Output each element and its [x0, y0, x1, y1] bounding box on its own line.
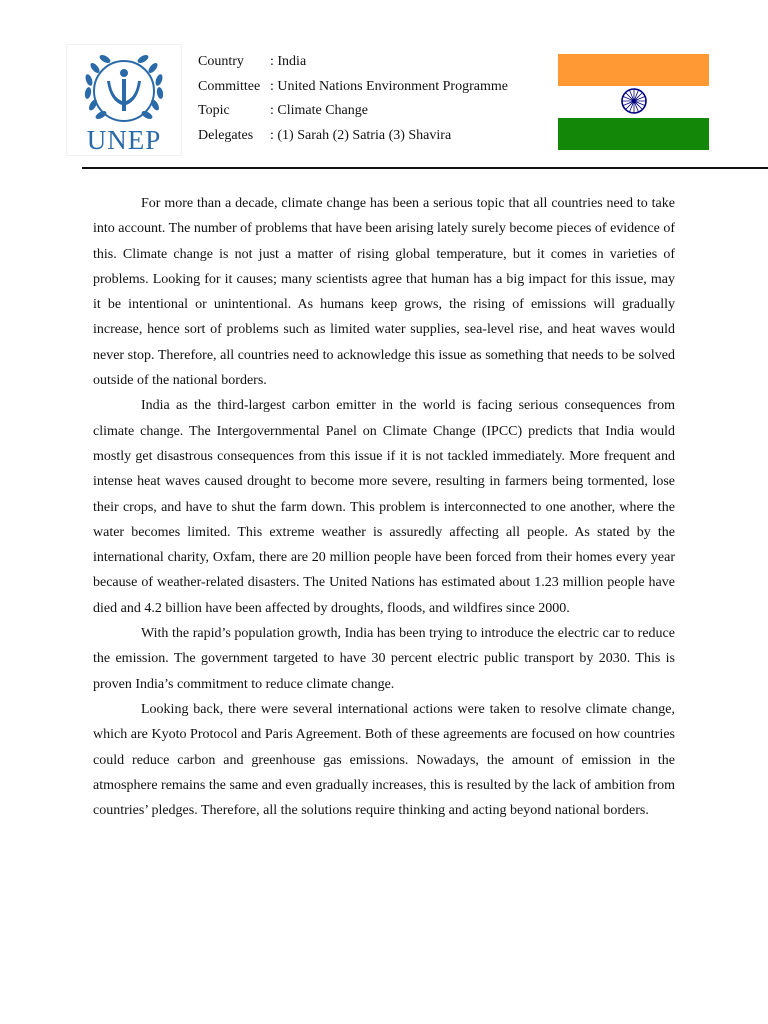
unep-logo-text: UNEP [86, 125, 162, 155]
header-row-delegates [198, 124, 508, 149]
paragraph: With the rapid’s population growth, India has been trying to introduce the electric car to reduce the emission. The government targeted to have 30 percent electric public transport by 2030. This is proven India’s commitment to reduce climate change. [93, 626, 675, 692]
delegation-header [198, 50, 508, 148]
header-label: Committee [198, 78, 261, 94]
header-label: Delegates [198, 127, 254, 143]
header-row-committee [198, 75, 508, 100]
ashoka-chakra-icon [620, 87, 648, 115]
header-row-country [198, 50, 508, 75]
paragraph: For more than a decade, climate change has been a serious topic that all countries need to take into account. The number of problems that have been arising lately surely become pieces of evidence of this. Climate change is not just a matter of rising global temperature, but it comes in varieties of problems. Looking for it causes; many scientists agree that human has a big impact for this issue, may it be intentional or unintentional. As humans keep grows, the rising of emissions will gradually increase, hence sort of problems such as limited water supplies, sea-level rise, and heat waves would never stop. Therefore, all countries need to acknowledge this issue as something that needs to be solved outside of the national borders. [93, 196, 675, 389]
header-value: : India [270, 54, 307, 69]
header-label: Country [198, 54, 244, 69]
flag-green-band [558, 118, 709, 150]
paragraph: India as the third-largest carbon emitter in the world is facing serious consequences from climate change. The Intergovernmental Panel on Climate Change (IPCC) predicts that India would mostly get disastrous consequences from this issue if it is not tackled immediately. More frequent and intense heat waves caused drought to become more severe, resulting in farmers being tormented, lose their crops, and have to shut the farm down. This problem is interconnected to one another, where the water becomes limited. This extreme weather is assuredly affecting all people. As stated by the international charity, Oxfam, there are 20 million people have been forced from their homes every year because of weather-related disasters. The United Nations has estimated about 1.23 million people have died and 4.2 billion have been affected by droughts, floods, and wildfires since 2000. [93, 398, 675, 616]
header-value: : (1) Sarah (2) Satria (3) Shavira [270, 127, 452, 143]
position-paper-body [93, 191, 675, 823]
unep-logo [66, 44, 182, 156]
header-divider [82, 167, 768, 169]
header-value: : Climate Change [270, 103, 368, 118]
paragraph: Looking back, there were several international actions were taken to resolve climate change, which are Kyoto Protocol and Paris Agreement. Both of these agreements are focused on how countries could reduce carbon and greenhouse gas emissions. Nowadays, the amount of emission in the atmosphere remains the same and even gradually increases, this is resulted by the lack of ambition from countries’ pledges. Therefore, all the solutions require thinking and acting beyond national borders. [93, 701, 675, 819]
header-row-topic [198, 99, 508, 124]
header-label: Topic [198, 103, 230, 118]
india-flag-icon [558, 54, 709, 150]
flag-saffron-band [558, 54, 709, 86]
header-value: : United Nations Environment Programme [270, 78, 508, 94]
